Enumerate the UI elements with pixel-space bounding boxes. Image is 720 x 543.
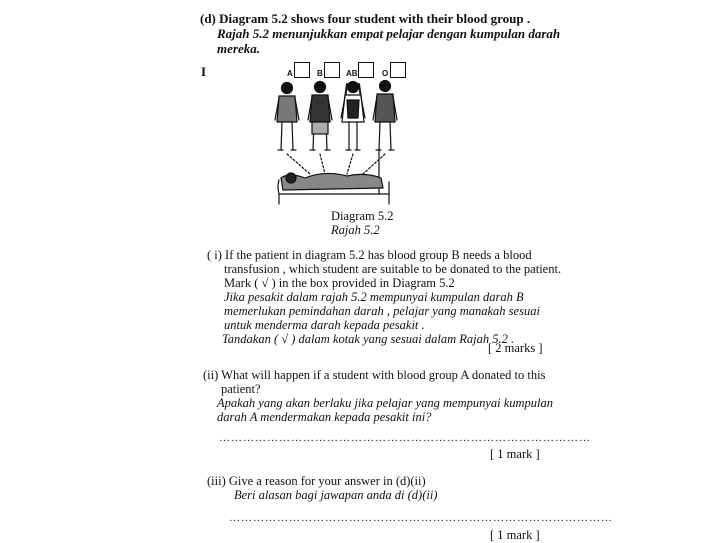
question-i-line2: transfusion , which student are suitable to be donated to the patient. <box>224 262 562 276</box>
question-ii-answer-line[interactable]: ………………………………………………………………………………… <box>219 432 591 444</box>
answer-box-a[interactable] <box>294 62 310 78</box>
students-patient-illustration <box>265 78 410 210</box>
box-label-ab: AB <box>346 69 358 78</box>
student-o-figure <box>373 81 397 151</box>
question-iii-answer-line[interactable]: …………………………………………………………………………………… <box>229 512 613 524</box>
question-ii-line2: patient? <box>221 382 261 396</box>
student-ab-figure <box>341 82 365 151</box>
question-iii-line2: Beri alasan bagi jawapan anda di (d)(ii) <box>234 488 438 502</box>
margin-mark: I <box>201 64 207 79</box>
question-i-line6: untuk menderma darah kepada pesakit . <box>224 318 425 332</box>
question-d-line3: mereka. <box>217 41 260 56</box>
question-ii-marks: [ 1 mark ] <box>490 447 540 461</box>
question-i-line5: memerlukan pemindahan darah , pelajar yang manakah sesuai <box>224 304 540 318</box>
question-ii-line4: darah A mendermakan kepada pesakit ini? <box>217 410 432 424</box>
diagram-caption: Diagram 5.2 <box>331 209 394 223</box>
question-d-line1: (d) Diagram 5.2 shows four student with their blood group . <box>200 11 531 26</box>
transfusion-arrows <box>287 154 385 174</box>
question-i-marks: [ 2 marks ] <box>488 341 543 355</box>
student-a-figure <box>275 83 299 151</box>
question-d-line2: Rajah 5.2 menunjukkan empat pelajar dengan kumpulan darah <box>217 26 561 41</box>
patient-bed <box>278 173 389 204</box>
answer-box-o[interactable] <box>390 62 406 78</box>
question-i-line1: ( i) If the patient in diagram 5.2 has blood group B needs a blood <box>207 248 532 262</box>
question-iii-line1: (iii) Give a reason for your answer in (d)(ii) <box>207 474 426 488</box>
diagram-caption-malay: Rajah 5.2 <box>331 223 380 237</box>
answer-box-b[interactable] <box>324 62 340 78</box>
box-label-o: O <box>382 69 389 78</box>
question-iii-marks: [ 1 mark ] <box>490 528 540 542</box>
question-i-line3: Mark ( √ ) in the box provided in Diagram 5.2 <box>224 276 455 290</box>
answer-box-ab[interactable] <box>358 62 374 78</box>
question-ii-line1: (ii) What will happen if a student with blood group A donated to this <box>203 368 546 382</box>
box-label-b: B <box>317 69 323 78</box>
question-i-line7: Tandakan ( √ ) dalam kotak yang sesuai dalam Rajah 5.2 . <box>222 332 515 346</box>
question-ii-line3: Apakah yang akan berlaku jika pelajar yang mempunyai kumpulan <box>217 396 554 410</box>
question-i-line4: Jika pesakit dalam rajah 5.2 mempunyai kumpulan darah B <box>224 290 524 304</box>
box-label-a: A <box>287 69 293 78</box>
student-b-figure <box>308 82 332 151</box>
